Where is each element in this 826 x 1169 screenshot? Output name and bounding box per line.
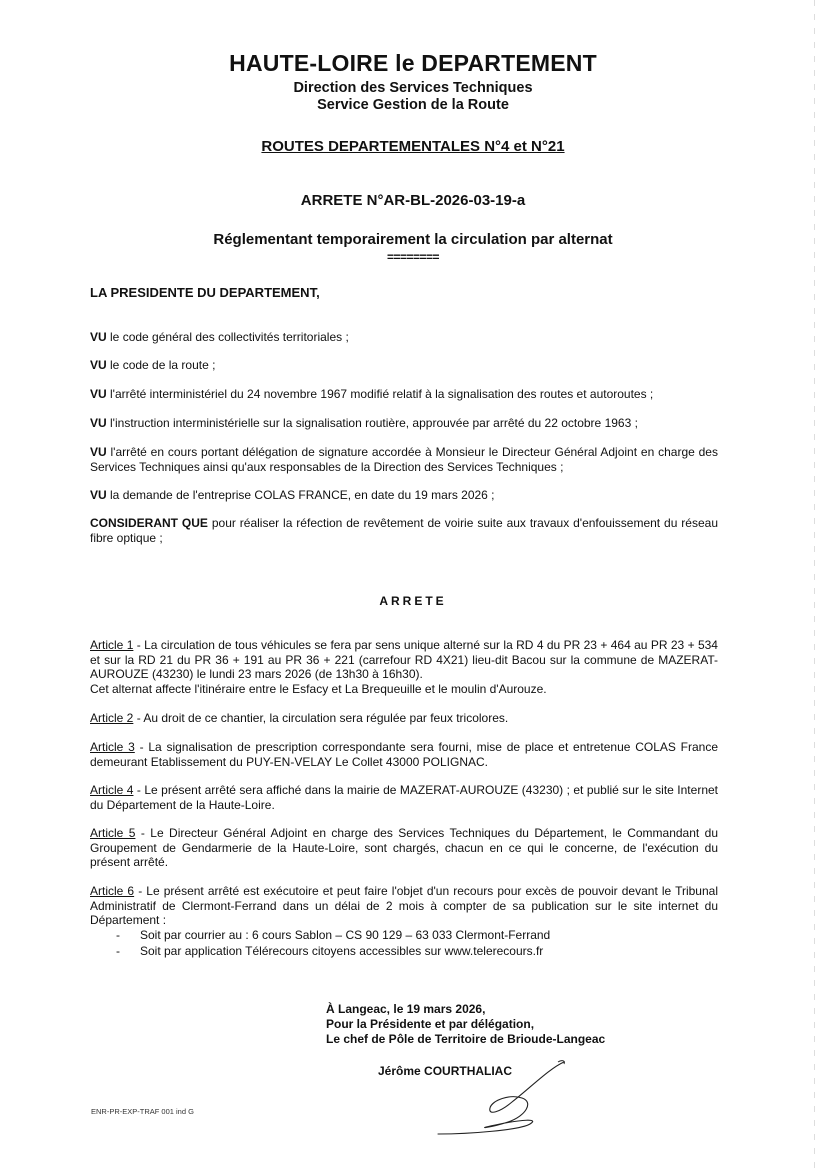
article-text: - La signalisation de prescription correspondante sera fourni, mise de place et entretenue COLAS France demeurant Etablissement du PUY-EN-VELAY Le Collet 43000 POLIGNAC. [90,740,718,769]
heading-separator: ======== [386,250,440,264]
article-3 [90,740,718,769]
vu-item [90,358,718,373]
article-text: - Le Directeur Général Adjoint en charge des Services Techniques du Département, le Commandant du Groupement de Gendarmerie de la Haute-Loire, sont chargés, chacun en ce qui le concerne, de l'exécution du présent arrêté. [90,826,718,869]
vu-label: VU [90,416,107,430]
article-label: Article 2 [90,711,134,725]
routes-heading: ROUTES DEPARTEMENTALES N°4 et N°21 [261,138,565,155]
arrete-number: ARRETE N°AR-BL-2026-03-19-a [300,192,526,209]
article-5 [90,826,718,870]
vu-item [90,416,718,431]
scan-edge [814,0,815,1169]
vu-label: VU [90,358,107,372]
vu-text: l'arrêté en cours portant délégation de signature accordée à Monsieur le Directeur Général Adjoint en charge des Services Techniques ainsi qu'aux responsables de la Direction des Services Techniques ; [90,445,718,474]
department-title: HAUTE-LOIRE le DEPARTEMENT [229,50,597,76]
vu-text: la demande de l'entreprise COLAS FRANCE, en date du 19 mars 2026 ; [110,488,495,502]
service-name: Service Gestion de la Route [317,97,509,113]
list-item-text: Soit par courrier au : 6 cours Sablon – CS 90 129 – 63 033 Clermont-Ferrand [140,928,551,942]
vu-label: VU [90,488,107,502]
considerant-text: pour réaliser la réfection de revêtement de voirie suite aux travaux d'enfouissement du réseau fibre optique ; [90,516,718,545]
article-label: Article 1 [90,638,134,652]
article-label: Article 3 [90,740,135,754]
vu-label: VU [90,387,107,401]
list-bullet: - [116,944,120,958]
direction-name: Direction des Services Techniques [293,80,533,96]
department-services [0,80,826,114]
vu-text: l'instruction interministérielle sur la signalisation routière, approuvée par arrêté du 22 octobre 1963 ; [110,416,638,430]
list-item-text: Soit par application Télérecours citoyens accessibles sur www.telerecours.fr [140,944,544,958]
signer-name: Jérôme COURTHALIAC [378,1064,513,1078]
handwritten-signature [430,1058,570,1140]
vu-text: le code de la route ; [110,358,216,372]
article-label: Article 5 [90,826,136,840]
vu-item [90,330,718,345]
article-text: - La circulation de tous véhicules se fera par sens unique alterné sur la RD 4 du PR 23 + 464 au PR 23 + 534 et sur la RD 21 du PR 36 + 191 au PR 36 + 221 (carrefour RD 4X21) lieu-dit Bacou sur la commune de MAZERAT-AUROUZE (43230) le lundi 23 mars 2026 (de 13h30 à 16h30). [90,638,718,681]
article-1 [90,638,718,696]
signature-block [326,1002,605,1047]
article-2 [90,711,718,726]
considerant-label: CONSIDERANT QUE [90,516,208,530]
list-bullet: - [116,928,120,942]
article-extra-text: Cet alternat affecte l'itinéraire entre le Esfacy et La Brequeuille et le moulin d'Aurouze. [90,681,547,696]
signer-role: Le chef de Pôle de Territoire de Brioude-Langeac [326,1032,606,1046]
vu-item [90,387,718,402]
vu-text: l'arrêté interministériel du 24 novembre 1967 modifié relatif à la signalisation des routes et autoroutes ; [110,387,654,401]
vu-item [90,488,718,503]
delegation-line: Pour la Présidente et par délégation, [326,1017,535,1031]
article-6 [90,884,718,928]
vu-label: VU [90,330,107,344]
article-text: - Le présent arrêté est exécutoire et peut faire l'objet d'un recours pour excès de pouvoir devant le Tribunal Administratif de Clermont-Ferrand dans un délai de 2 mois à compter de sa publication sur le site internet du Département : [90,884,718,927]
list-item [90,943,718,959]
list-item [90,927,718,943]
place-date: À Langeac, le 19 mars 2026, [326,1002,486,1016]
article-text: - Le présent arrêté sera affiché dans la mairie de MAZERAT-AUROUZE (43230) ; et publié sur le site Internet du Département de la Haute-Loire. [90,783,718,812]
article-label: Article 4 [90,783,134,797]
considerant-paragraph [90,516,718,545]
article-label: Article 6 [90,884,135,898]
vu-text: le code général des collectivités territoriales ; [110,330,349,344]
article-4 [90,783,718,812]
recours-list [90,927,718,959]
arrete-subject: Réglementant temporairement la circulation par alternat [213,231,613,248]
authority-heading: LA PRESIDENTE DU DEPARTEMENT, [90,285,320,300]
document-reference: ENR-PR-EXP-TRAF 001 ind G [91,1107,194,1116]
vu-item [90,445,718,474]
article-text: - Au droit de ce chantier, la circulation sera régulée par feux tricolores. [136,711,509,725]
vu-label: VU [90,445,107,459]
arrete-heading: ARRETE [379,594,447,608]
